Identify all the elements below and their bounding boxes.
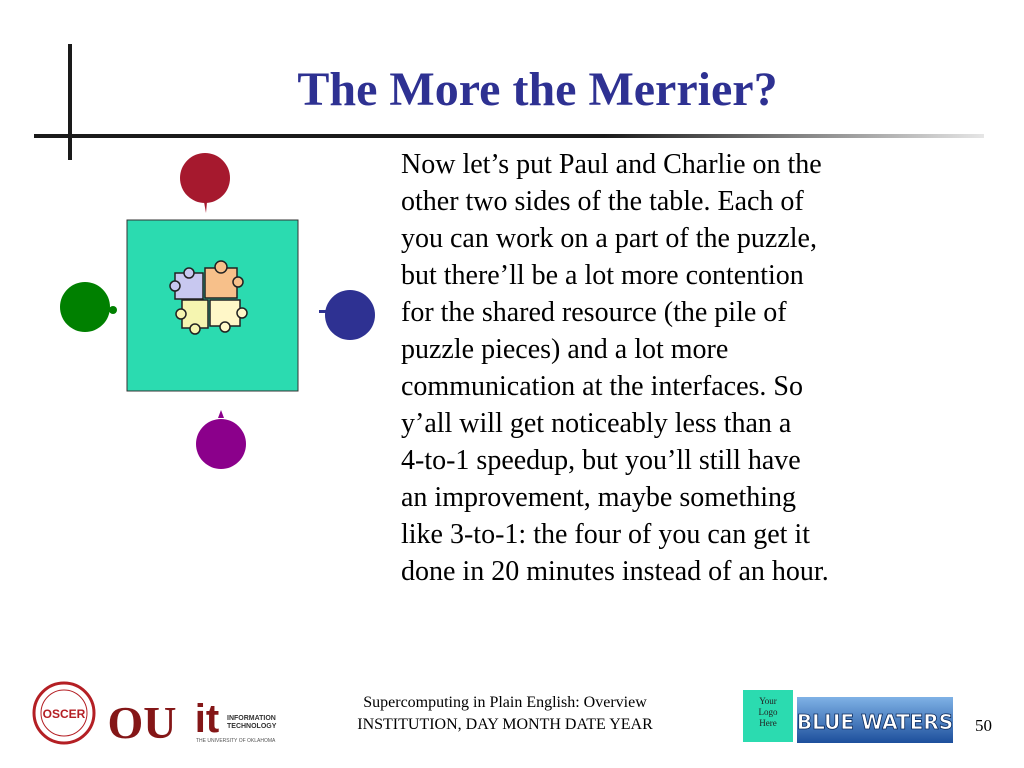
footer-caption [305, 692, 705, 736]
body-line: y’all will get noticeably less than a [401, 408, 792, 439]
body-line: for the shared resource (the pile of [401, 297, 787, 328]
body-line: but there’ll be a lot more contention [401, 260, 804, 291]
it-logo-caption: TECHNOLOGY [227, 723, 277, 730]
it-logo-caption: THE UNIVERSITY OF OKLAHOMA [196, 738, 276, 744]
ou-logo [108, 697, 177, 748]
it-logo [195, 697, 277, 744]
logo-placeholder-line: Logo [758, 707, 778, 717]
it-logo-text: it [194, 697, 220, 741]
logo-placeholder-line: Here [759, 718, 777, 728]
logo-placeholder-line: Your [759, 696, 777, 706]
body-line: an improvement, maybe something [401, 482, 797, 513]
body-line: done in 20 minutes instead of an hour. [401, 556, 829, 587]
body-line: you can work on a part of the puzzle, [401, 223, 817, 254]
person-right-icon [319, 290, 375, 340]
footer-line-1: Supercomputing in Plain English: Overview [363, 694, 647, 711]
it-logo-caption: INFORMATION [227, 715, 276, 722]
ou-logo-text: OU [107, 697, 177, 748]
body-line: Now let’s put Paul and Charlie on the [401, 149, 822, 180]
body-line: puzzle pieces) and a lot more [401, 334, 729, 365]
body-line: communication at the interfaces. So [401, 371, 803, 402]
page-number: 50 [975, 716, 992, 735]
slide-body-text [401, 146, 941, 590]
body-line: other two sides of the table. Each of [401, 186, 804, 217]
oscer-logo-text: OSCER [42, 707, 86, 721]
blue-waters-logo [797, 697, 953, 743]
person-top-icon [180, 153, 230, 213]
oscer-logo [34, 683, 94, 743]
person-bottom-icon [196, 410, 246, 469]
footer-institution-logos [24, 680, 294, 750]
footer-line-2: INSTITUTION, DAY MONTH DATE YEAR [357, 716, 653, 733]
body-line: 4-to-1 speedup, but you’ll still have [401, 445, 801, 476]
decorative-horizontal-rule [34, 134, 984, 138]
person-left-icon [60, 282, 117, 332]
your-logo-placeholder [743, 690, 793, 742]
body-line: like 3-to-1: the four of you can get it [401, 519, 810, 550]
slide-title: The More the Merrier? [297, 63, 778, 116]
blue-waters-logo-text: BLUE WATERS [797, 710, 953, 734]
puzzle-table-illustration [40, 140, 390, 480]
